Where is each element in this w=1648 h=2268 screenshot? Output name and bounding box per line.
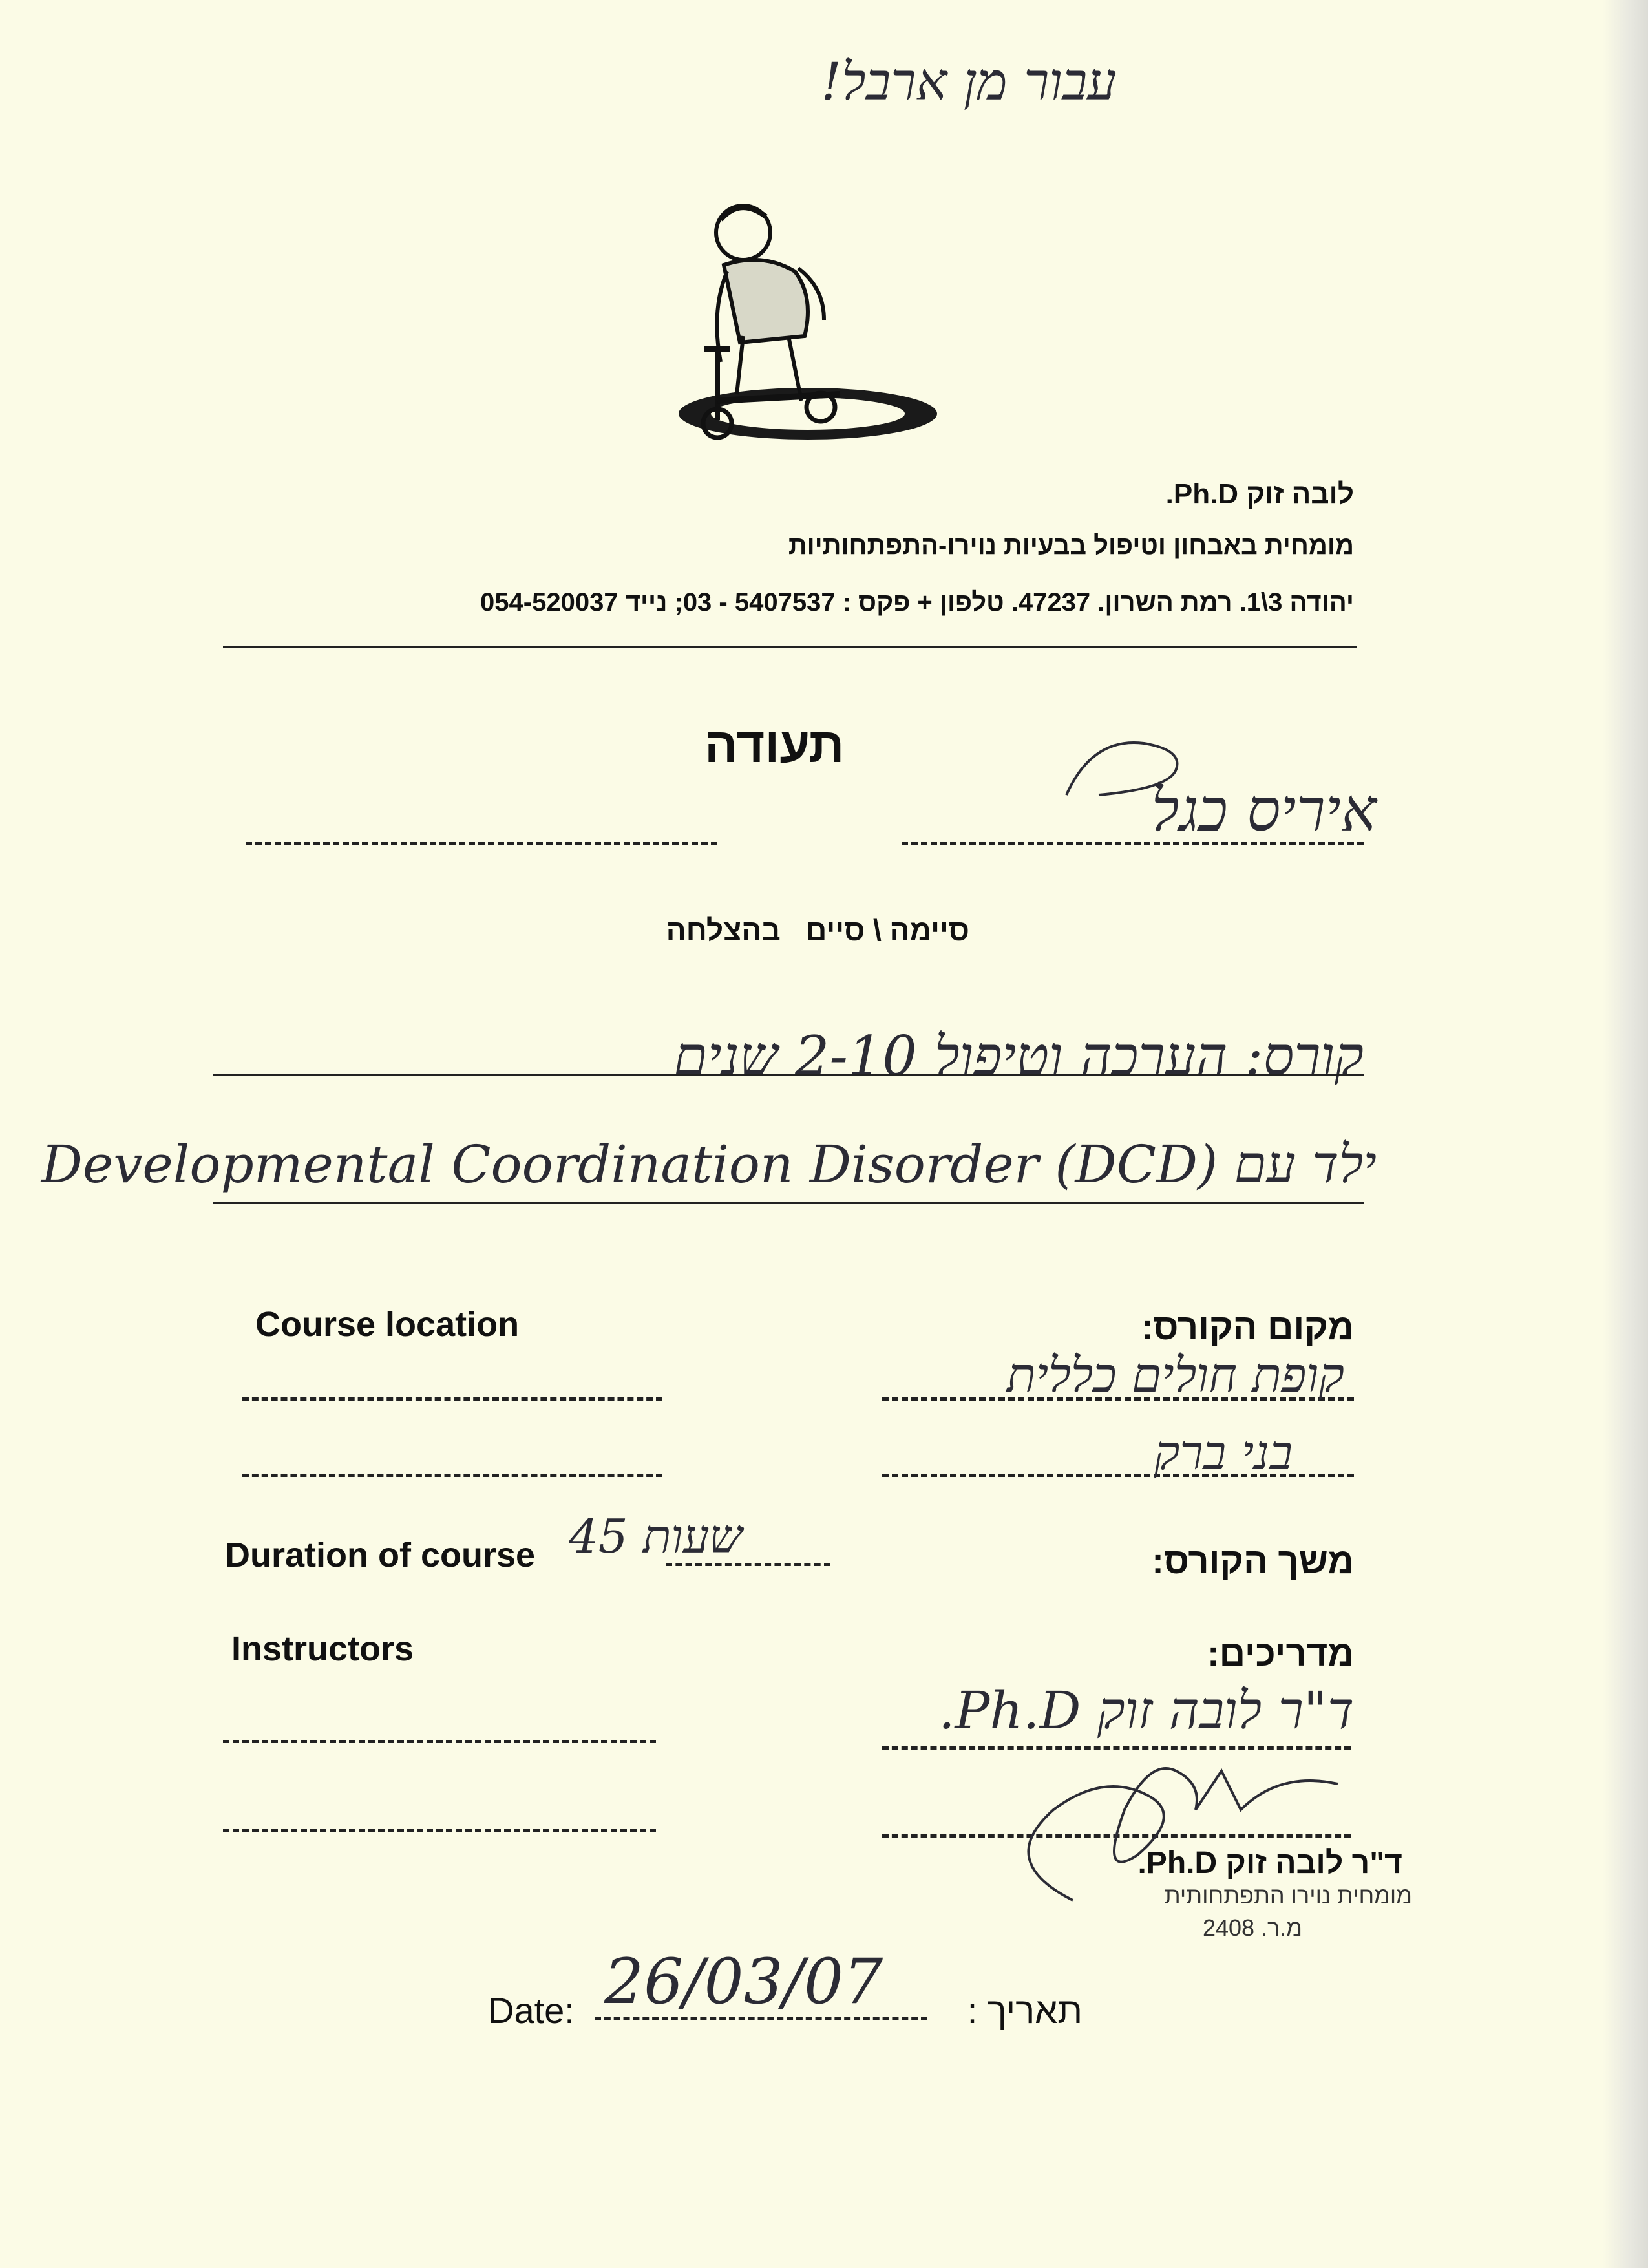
letterhead-divider — [223, 646, 1357, 648]
course-line-2-rule — [213, 1202, 1364, 1204]
letterhead-address: יהודה 3\1. רמת השרון. 47237. טלפון + פקס : 5407537 - 03; נייד 054-520037 — [480, 588, 1354, 617]
instructors-line-2-en — [223, 1829, 656, 1832]
recipient-name: איריס כגל — [1151, 776, 1377, 845]
course-line-2: ילד עם Developmental Coordination Disorder (DCD) — [41, 1134, 1377, 1194]
duration-value: שעות 45 — [569, 1509, 743, 1563]
duration-label-en: Duration of course — [225, 1536, 536, 1574]
instructors-label-he: מדריכים: — [1207, 1633, 1354, 1673]
completion-text: סיימה \ סיים בהצלחה — [666, 913, 969, 947]
name-line-left — [246, 842, 717, 845]
certificate-title: תעודה — [704, 718, 845, 773]
course-line-1-rule — [213, 1074, 1364, 1076]
scan-edge-shadow — [1603, 0, 1648, 2268]
location-line-1-en — [242, 1397, 662, 1401]
instructors-label-en: Instructors — [231, 1629, 414, 1668]
instructor-signature — [976, 1739, 1312, 1907]
date-label-en: Date: — [488, 1990, 575, 2031]
location-line-2-en — [242, 1474, 662, 1477]
location-label-en: Course location — [255, 1305, 520, 1344]
child-on-scooter-logo — [646, 194, 931, 459]
duration-label-he: משך הקורס: — [1152, 1540, 1354, 1581]
recipient-name-flourish — [1060, 730, 1202, 821]
location-value-2: בני ברק — [1154, 1425, 1293, 1481]
instructors-line-1-en — [223, 1740, 656, 1743]
location-label-he: מקום הקורס: — [1141, 1306, 1354, 1347]
stamp-line-3: מ.ר. 2408 — [1202, 1914, 1302, 1941]
top-handwritten-note: עבור מן ארבל! — [821, 52, 1117, 112]
course-line-1: קורס: הערכה וטיפול 2-10 שנים — [673, 1024, 1364, 1088]
stamp-line-1: ד"ר לובה זוק Ph.D. — [1137, 1846, 1402, 1880]
instructor-value: ד"ר לובה זוק Ph.D. — [938, 1680, 1354, 1741]
date-value: 26/03/07 — [604, 1945, 883, 2018]
letterhead-profession: מומחית באבחון וטיפול בבעיות נוירו-התפתחותיות — [788, 531, 1354, 560]
letterhead-name: לובה זוק Ph.D. — [1165, 478, 1354, 510]
stamp-line-2: מומחית נוירו התפתחותית — [1164, 1882, 1412, 1909]
location-value-1: קופת חולים כללית — [1006, 1348, 1344, 1403]
date-label-he: תאריך : — [967, 1990, 1083, 2031]
